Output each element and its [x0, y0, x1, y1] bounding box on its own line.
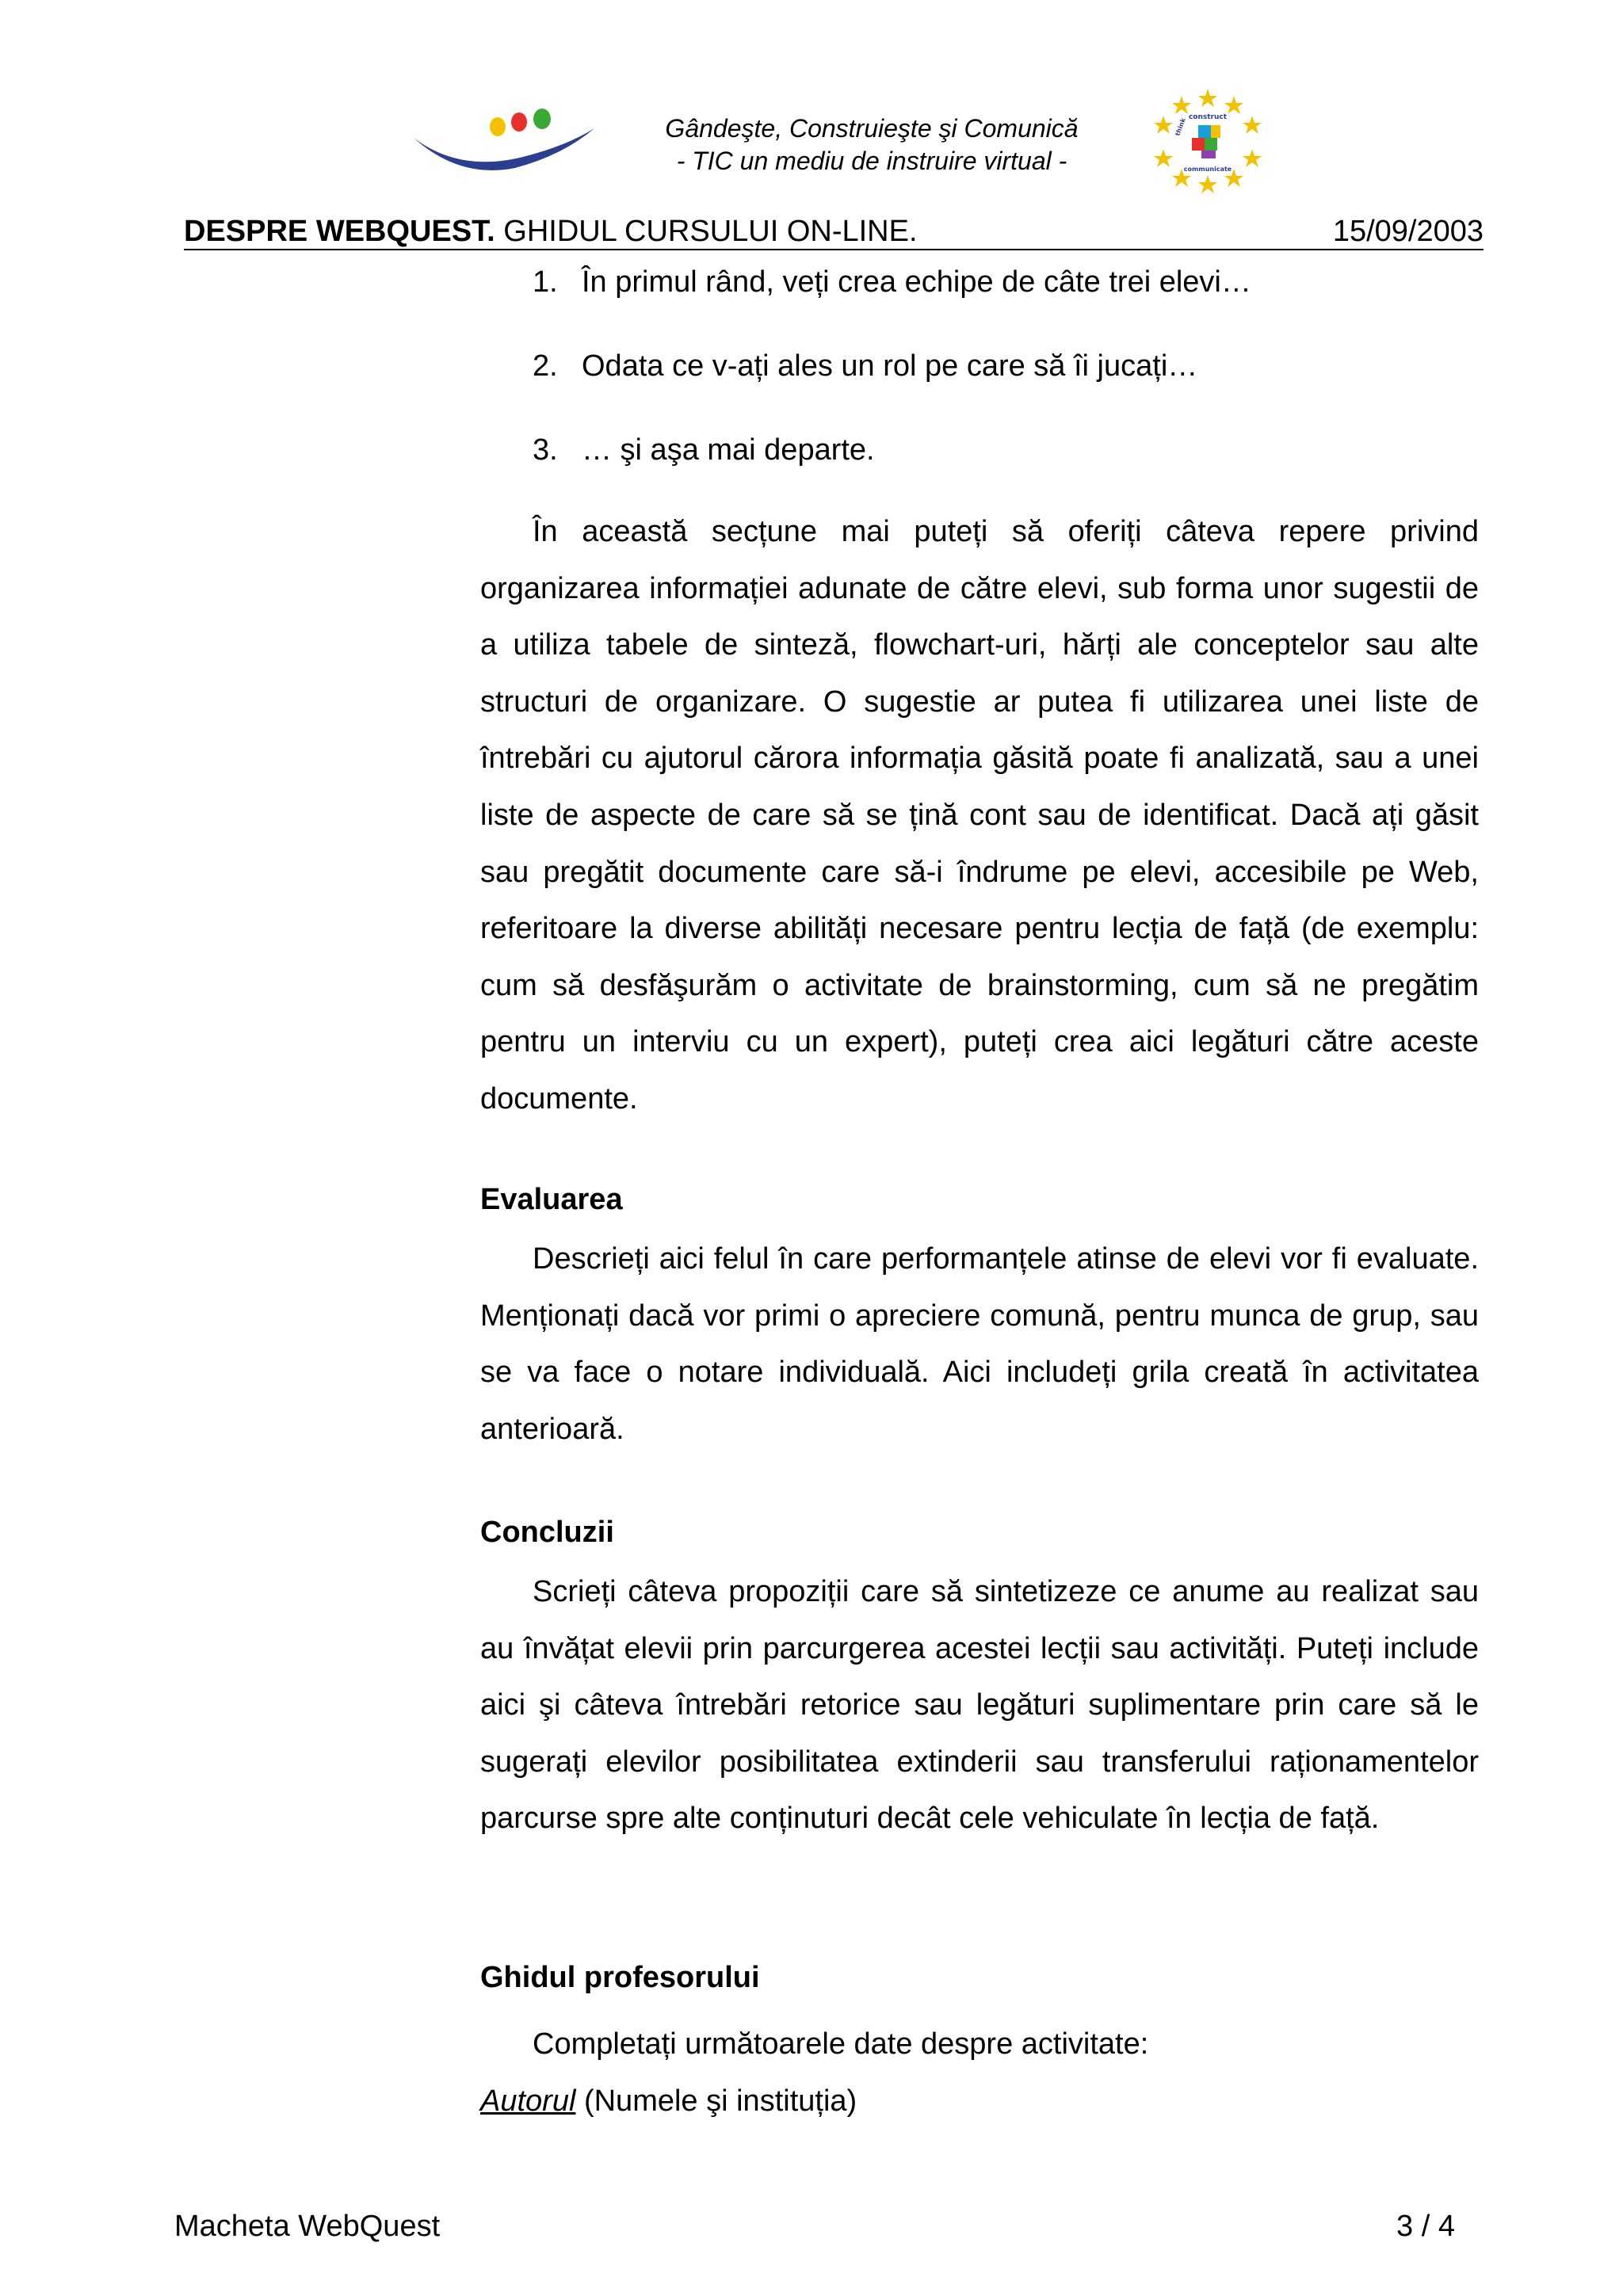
- logo-word-think: think: [1174, 116, 1187, 137]
- ghid-text-content: Completați următoarele date despre activitate:: [533, 2027, 1149, 2061]
- page-number: 3 / 4: [1396, 2210, 1455, 2243]
- autor-line: [480, 2082, 857, 2120]
- footer-title: Macheta WebQuest: [174, 2210, 441, 2243]
- logo-word-construct: construct: [1188, 113, 1228, 121]
- concluzii-paragraph: [480, 1564, 1479, 1848]
- tagline-line1: Gândeşte, Construieşte şi Comunică: [665, 114, 1079, 143]
- evaluare-paragraph: [480, 1231, 1479, 1458]
- eu-stars-logo: [1152, 86, 1263, 196]
- list-text: … şi aşa mai departe.: [582, 433, 875, 467]
- heading-ghid-profesor: Ghidul profesorului: [480, 1961, 760, 1994]
- organization-paragraph-text: În această secțune mai puteți să oferiți câteva repere privind organizarea informației adunate de către elevi, sub forma unor sugestii de a utiliza tabele de sinteză, flowchart-uri, hărți ale conceptelor sau alte structuri de organizare. O sugestie ar putea fi utilizarea unei liste de întrebări cu ajutorul cărora informația găsită poate fi analizată, sau a unei liste de aspecte de care să se țină cont sau de identificat. Dacă ați găsit sau pregătit documente care să-i îndrume pe elevi, accesibile pe Web, referitoare la diverse abilități necesare pentru lecția de față (de exemplu: cum să desfăşurăm o activitate de brainstorming, cum să ne pregătim pentru un interviu cu un expert), puteți crea aici legături către aceste documente.: [480, 515, 1479, 1116]
- autor-rest: (Numele şi instituția): [575, 2084, 857, 2118]
- list-number: 1.: [533, 265, 558, 299]
- list-text: În primul rând, veți crea echipe de câte trei elevi…: [582, 265, 1251, 299]
- tagline-line2: - TIC un mediu de instruire virtual -: [676, 147, 1067, 175]
- organization-paragraph: [480, 504, 1479, 1128]
- ghid-text: [480, 2025, 1148, 2063]
- doc-date: 15/09/2003: [1332, 215, 1484, 248]
- doc-title-rest: GHIDUL CURSULUI ON-LINE.: [495, 215, 918, 248]
- list-number: 2.: [533, 349, 558, 383]
- list-item: [533, 347, 1197, 385]
- autor-label: Autorul: [480, 2084, 576, 2118]
- list-item: [533, 431, 875, 469]
- document-header: [184, 212, 1484, 250]
- logo-word-communicate: communicate: [1183, 166, 1232, 173]
- list-text: Odata ce v-ați ales un rol pe care să îi jucați…: [582, 349, 1198, 383]
- list-number: 3.: [533, 433, 558, 467]
- doc-title-bold: DESPRE WEBQUEST.: [184, 215, 495, 248]
- evaluare-paragraph-text: Descrieți aici felul în care performanțele atinse de elevi vor fi evaluate. Menționați dacă vor primi o apreciere comună, pentru munca de grup, sau se va face o notare individuală. Aici includeți grila creată în activitatea anterioară.: [480, 1242, 1479, 1446]
- heading-concluzii: Concluzii: [480, 1516, 614, 1549]
- logo-dot-yellow: [490, 117, 506, 136]
- list-item: [533, 263, 1251, 301]
- heading-evaluare: Evaluarea: [480, 1183, 623, 1216]
- cube-stack-icon: [1192, 125, 1220, 158]
- concluzii-paragraph-text: Scrieți câteva propoziții care să sintetizeze ce anume au realizat sau au învățat elevii prin parcurgerea acestei lecții sau activități. Puteți include aici şi câteva întrebări retorice sau legături suplimentare prin care să le sugerați elevilor posibilitatea extinderii sau transferului raționamentelor parcurse spre alte conținuturi decât cele vehiculate în lecția de față.: [480, 1575, 1479, 1836]
